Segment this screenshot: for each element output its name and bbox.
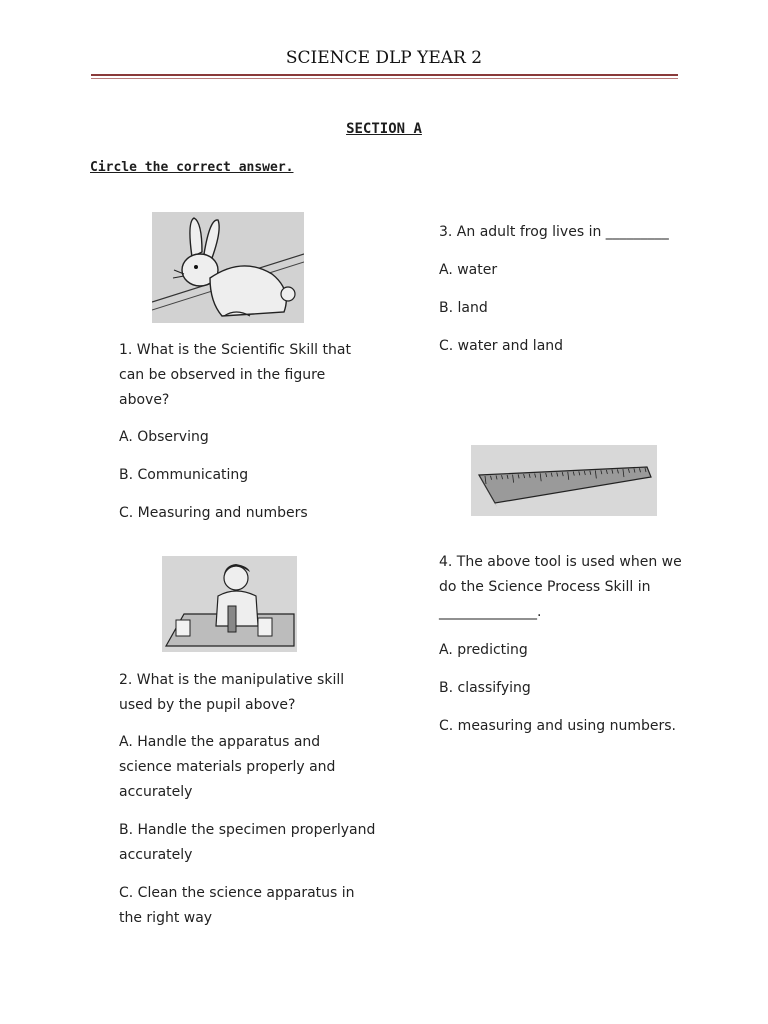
q2-option-a-line: A. Handle the apparatus and bbox=[119, 734, 321, 750]
page-title: SCIENCE DLP YEAR 2 bbox=[285, 48, 483, 68]
instruction-text: Circle the correct answer. bbox=[90, 160, 294, 175]
q2-option-a-line: accurately bbox=[119, 784, 193, 800]
question-1-line: above? bbox=[119, 392, 170, 408]
question-1-text bbox=[119, 338, 399, 413]
q2-option-b[interactable] bbox=[119, 818, 409, 868]
q4-option-c[interactable]: C. measuring and using numbers. bbox=[439, 718, 676, 734]
question-3-text: 3. An adult frog lives in _________ bbox=[439, 224, 669, 240]
question-2-line: 2. What is the manipulative skill bbox=[119, 672, 345, 688]
q2-option-c[interactable] bbox=[119, 881, 399, 931]
q2-option-a[interactable] bbox=[119, 730, 399, 805]
question-4-line: do the Science Process Skill in bbox=[439, 579, 651, 595]
question-2-line: used by the pupil above? bbox=[119, 697, 296, 713]
question-1-line: 1. What is the Scientific Skill that bbox=[119, 342, 351, 358]
q2-option-b-line: accurately bbox=[119, 847, 193, 863]
question-2-text bbox=[119, 668, 399, 718]
question-4-line: 4. The above tool is used when we bbox=[439, 554, 682, 570]
ruler-image bbox=[471, 445, 657, 516]
pupil-apparatus-image bbox=[162, 556, 297, 652]
q1-option-a[interactable]: A. Observing bbox=[119, 429, 209, 445]
q1-option-b[interactable]: B. Communicating bbox=[119, 467, 249, 483]
q2-option-a-line: science materials properly and bbox=[119, 759, 336, 775]
q2-option-c-line: C. Clean the science apparatus in bbox=[119, 885, 355, 901]
q2-option-b-line: B. Handle the specimen properlyand bbox=[119, 822, 376, 838]
header-divider-thin bbox=[91, 78, 678, 79]
q3-option-c[interactable]: C. water and land bbox=[439, 338, 564, 354]
q1-option-c[interactable]: C. Measuring and numbers bbox=[119, 505, 308, 521]
q2-option-c-line: the right way bbox=[119, 910, 213, 926]
q4-option-b[interactable]: B. classifying bbox=[439, 680, 531, 696]
rabbit-image bbox=[152, 212, 304, 323]
q4-option-a[interactable]: A. predicting bbox=[439, 642, 528, 658]
question-4-line: ______________. bbox=[439, 604, 542, 620]
question-1-line: can be observed in the figure bbox=[119, 367, 326, 383]
q3-option-b[interactable]: B. land bbox=[439, 300, 488, 316]
question-4-text bbox=[439, 550, 739, 625]
header-divider bbox=[91, 74, 678, 76]
q3-option-a[interactable]: A. water bbox=[439, 262, 498, 278]
section-title: SECTION A bbox=[346, 121, 422, 137]
